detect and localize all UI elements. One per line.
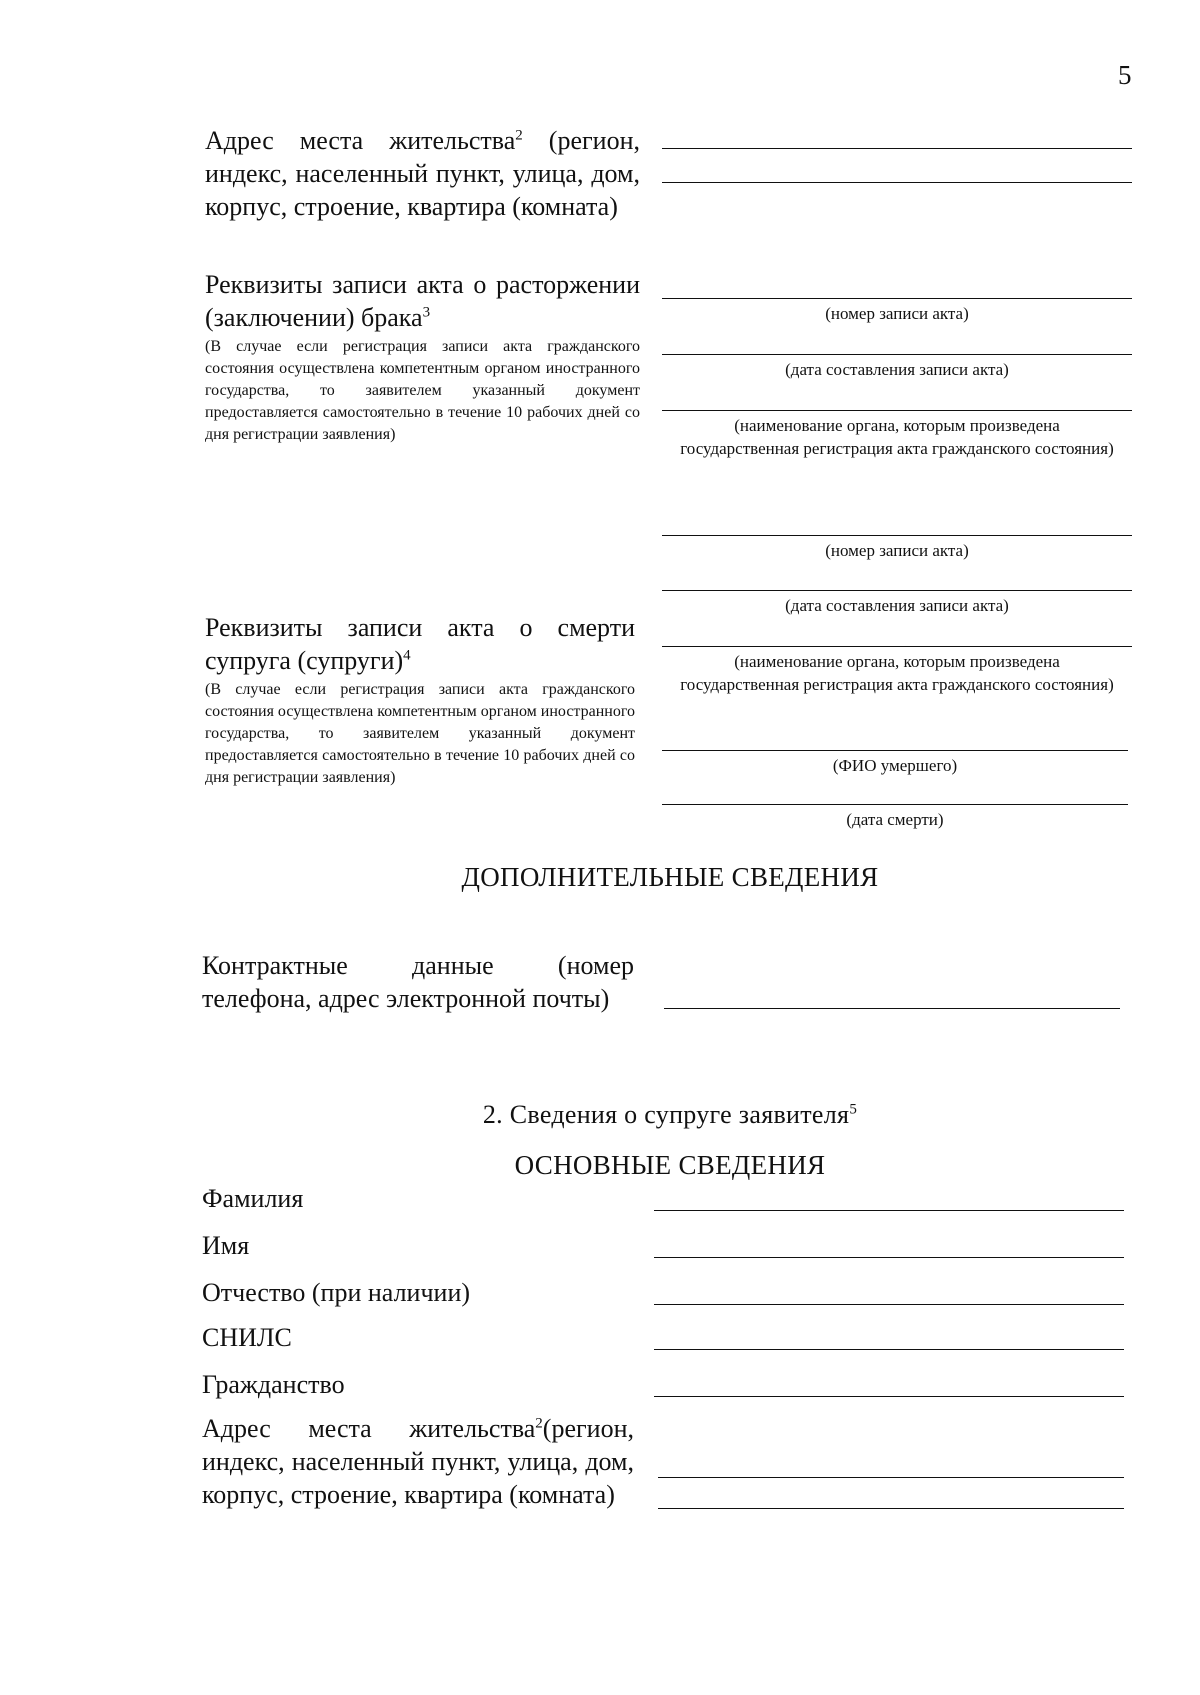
divorce-authority-caption: (наименование органа, которым произведена государственная регистрация акта гражданского состояния) [680, 416, 1114, 458]
contacts-line[interactable] [664, 1008, 1120, 1009]
spouse-name-label: Имя [202, 1231, 250, 1260]
applicant-address-line-1[interactable] [662, 148, 1132, 149]
spouse-surname-label: Фамилия [202, 1184, 304, 1213]
divorce-date-line[interactable] [662, 354, 1132, 355]
contacts-label: Контрактные данные (номер телефона, адрес электронной почты) [202, 951, 634, 1013]
death-number-line[interactable] [662, 535, 1132, 536]
spouse-citizenship-line[interactable] [654, 1396, 1124, 1397]
death-record-note: (В случае если регистрация записи акта гражданского состояния осуществлена компетентным органом иностранного государства, то заявителем указанный документ предоставляется самостоятельно в течение 10 рабочих дней со дня регистрации заявления) [205, 681, 635, 786]
spouse-snils-line[interactable] [654, 1349, 1124, 1350]
additional-info-heading: ДОПОЛНИТЕЛЬНЫЕ СВЕДЕНИЯ [461, 862, 879, 892]
death-authority-line[interactable] [662, 646, 1132, 647]
applicant-address-label: Адрес места жительства$^2$ (регион, индекс, населенный пункт, улица, дом, корпус, строение, квартира (комната) [205, 126, 640, 221]
spouse-patronymic-label: Отчество (при наличии) [202, 1278, 471, 1307]
divorce-authority-line[interactable] [662, 410, 1132, 411]
death-date-of-death-caption: (дата смерти) [846, 810, 944, 829]
death-authority-caption: (наименование органа, которым произведена государственная регистрация акта гражданского состояния) [680, 652, 1114, 694]
death-date-caption: (дата составления записи акта) [785, 596, 1009, 615]
death-record-title: Реквизиты записи акта о смерти супруга (супруги)$^4$ [205, 613, 635, 675]
divorce-record-note: (В случае если регистрация записи акта гражданского состояния осуществлена компетентным органом иностранного государства, то заявителем указанный документ предоставляется самостоятельно в течение 10 рабочих дней со дня регистрации заявления) [205, 338, 640, 443]
page-number: 5 [1118, 60, 1132, 90]
spouse-surname-line[interactable] [654, 1210, 1124, 1211]
spouse-address-label: Адрес места жительства$^2$(регион, индекс, населенный пункт, улица, дом, корпус, строение, квартира (комната) [202, 1414, 634, 1509]
death-date-line[interactable] [662, 590, 1132, 591]
applicant-address-line-2[interactable] [662, 182, 1132, 183]
deceased-name-line[interactable] [662, 750, 1128, 751]
spouse-main-heading: ОСНОВНЫЕ СВЕДЕНИЯ [514, 1150, 826, 1180]
spouse-address-line-1[interactable] [658, 1477, 1124, 1478]
death-date-of-death-line[interactable] [662, 804, 1128, 805]
spouse-patronymic-line[interactable] [654, 1304, 1124, 1305]
deceased-name-caption: (ФИО умершего) [832, 756, 958, 775]
spouse-snils-label: СНИЛС [202, 1323, 292, 1352]
divorce-record-title: Реквизиты записи акта о расторжении (заключении) брака$^3$ [205, 270, 640, 332]
divorce-number-caption: (номер записи акта) [825, 304, 969, 323]
divorce-number-line[interactable] [662, 298, 1132, 299]
spouse-citizenship-label: Гражданство [202, 1370, 345, 1399]
death-number-caption: (номер записи акта) [825, 541, 969, 560]
spouse-address-line-2[interactable] [658, 1508, 1124, 1509]
divorce-date-caption: (дата составления записи акта) [785, 360, 1009, 379]
spouse-name-line[interactable] [654, 1257, 1124, 1258]
spouse-section-title: 2. Сведения о супруге заявителя$^5$ [482, 1100, 858, 1129]
